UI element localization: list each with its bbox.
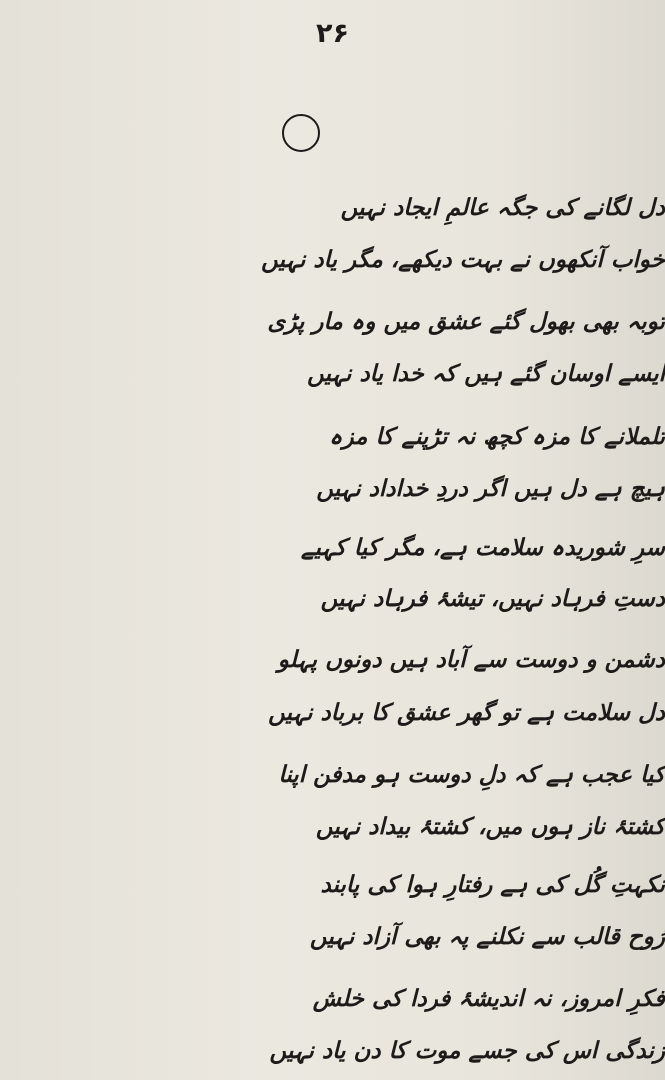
verse-line-5: تلملانے کا مزہ کچھ نہ تڑپنے کا مزہ [329, 424, 665, 450]
verse-line-4: ایسے اوسان گئے ہیں کہ خدا یاد نہیں [307, 361, 665, 387]
verse-line-6: ہیچ ہے دل ہیں اگر دردِ خداداد نہیں [316, 476, 665, 502]
verse-line-8: دستِ فرہاد نہیں، تیشۂ فرہاد نہیں [320, 586, 665, 612]
verse-line-12: کشتۂ ناز ہوں میں، کشتۂ بیداد نہیں [315, 814, 665, 840]
circle-ornament-icon [282, 114, 320, 152]
verse-line-2: خواب آنکھوں نے بہت دیکھے، مگر یاد نہیں [261, 247, 665, 273]
verse-line-13: نکہتِ گُل کی ہے رفتارِ ہوا کی پابند [320, 872, 665, 898]
verse-line-11: کیا عجب ہے کہ دلِ دوست ہو مدفن اپنا [278, 762, 665, 788]
verse-line-14: رُوح قالب سے نکلنے پہ بھی آزاد نہیں [309, 924, 665, 950]
verse-line-10: دل سلامت ہے تو گھر عشق کا برباد نہیں [268, 700, 665, 726]
verse-line-7: سرِ شوریدہ سلامت ہے، مگر کیا کہیے [301, 535, 665, 561]
verse-line-9: دشمن و دوست سے آباد ہیں دونوں پہلو [277, 647, 665, 673]
verse-line-16: زندگی اس کی جسے موت کا دن یاد نہیں [269, 1038, 665, 1064]
verse-line-15: فکرِ امروز، نہ اندیشۂ فردا کی خلش [312, 986, 665, 1012]
page-number: ۲۶ [316, 18, 349, 49]
verse-line-1: دل لگانے کی جگہ عالمِ ایجاد نہیں [340, 195, 665, 221]
verse-line-3: توبہ بھی بھول گئے عشق میں وہ مار پڑی [267, 309, 665, 335]
